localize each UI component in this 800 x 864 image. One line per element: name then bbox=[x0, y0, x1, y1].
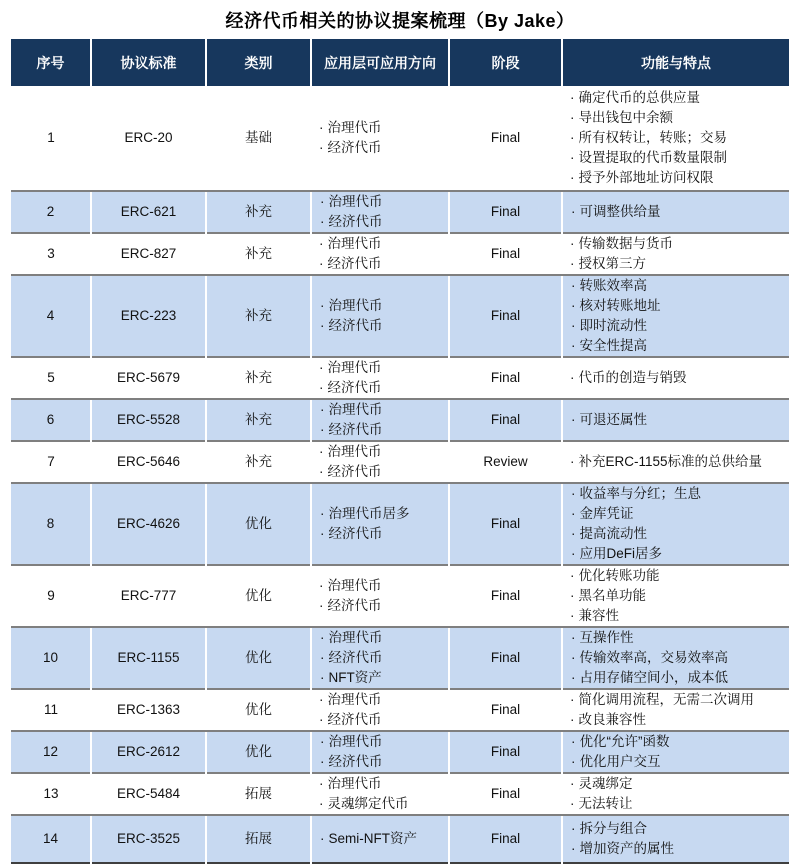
list-item bbox=[320, 420, 444, 440]
list-item-text: 治理代币 bbox=[327, 578, 382, 593]
list-item-text: 所有权转让，转账；交易 bbox=[578, 130, 727, 145]
list-item-text: 改良兼容性 bbox=[578, 712, 646, 727]
list-item-text: 互操作性 bbox=[579, 630, 634, 645]
protocol-standard-cell: ERC-827 bbox=[91, 233, 206, 275]
list-item-text: 经济代币 bbox=[328, 526, 383, 541]
list-item-text: 提高流动性 bbox=[579, 526, 647, 541]
row-number-cell: 9 bbox=[11, 565, 91, 627]
stage-cell: Final bbox=[449, 86, 562, 191]
bullet-dot: · bbox=[571, 734, 576, 749]
column-header: 阶段 bbox=[449, 39, 562, 86]
list-item bbox=[571, 524, 785, 544]
list-item-text: 简化调用流程，无需二次调用 bbox=[578, 692, 754, 707]
table-row bbox=[11, 441, 789, 483]
list-item bbox=[571, 628, 785, 648]
category-cell: 补充 bbox=[206, 399, 311, 441]
list-item-text: 经济代币 bbox=[327, 140, 382, 155]
features-cell bbox=[562, 399, 789, 441]
list-item-text: 传输数据与货币 bbox=[578, 236, 673, 251]
list-item bbox=[319, 462, 445, 482]
features-cell bbox=[562, 86, 789, 191]
application-direction-cell bbox=[311, 233, 449, 275]
bullet-dot: · bbox=[319, 444, 324, 459]
protocol-standard-cell: ERC-777 bbox=[91, 565, 206, 627]
bullet-dot: · bbox=[571, 670, 576, 685]
list-item bbox=[320, 648, 444, 668]
list-item bbox=[570, 234, 785, 254]
list-item-text: 治理代币居多 bbox=[328, 506, 410, 521]
list-item bbox=[570, 774, 785, 794]
category-cell: 优化 bbox=[206, 483, 311, 565]
bullet-dot: · bbox=[571, 412, 576, 427]
stage-cell: Final bbox=[449, 689, 562, 731]
category-cell: 补充 bbox=[206, 441, 311, 483]
bullet-dot: · bbox=[571, 298, 576, 313]
list-item bbox=[320, 628, 444, 648]
bullet-dot: · bbox=[320, 734, 325, 749]
list-item-text: 治理代币 bbox=[328, 402, 383, 417]
application-direction-cell bbox=[311, 191, 449, 233]
bullet-dot: · bbox=[570, 454, 575, 469]
list-item bbox=[320, 400, 444, 420]
application-direction-cell bbox=[311, 275, 449, 357]
row-number-cell: 5 bbox=[11, 357, 91, 399]
application-direction-cell bbox=[311, 565, 449, 627]
table-row bbox=[11, 399, 789, 441]
list-item-text: 优化用户交互 bbox=[579, 754, 661, 769]
table-row bbox=[11, 191, 789, 233]
list-item-text: 设置提取的代币数量限制 bbox=[578, 150, 727, 165]
list-item bbox=[319, 118, 445, 138]
list-item bbox=[570, 368, 785, 388]
protocol-standard-cell: ERC-621 bbox=[91, 191, 206, 233]
protocol-standard-cell: ERC-5484 bbox=[91, 773, 206, 815]
list-item bbox=[570, 710, 785, 730]
bullet-dot: · bbox=[571, 821, 576, 836]
category-cell: 优化 bbox=[206, 689, 311, 731]
bullet-dot: · bbox=[320, 298, 325, 313]
bullet-dot: · bbox=[319, 776, 324, 791]
category-cell: 拓展 bbox=[206, 815, 311, 863]
list-item-text: 治理代币 bbox=[327, 236, 382, 251]
list-item-text: 经济代币 bbox=[328, 754, 383, 769]
bullet-dot: · bbox=[319, 360, 324, 375]
bullet-dot: · bbox=[320, 194, 325, 209]
category-cell: 补充 bbox=[206, 275, 311, 357]
bullet-dot: · bbox=[319, 598, 324, 613]
list-item bbox=[571, 296, 785, 316]
list-item-text: 授予外部地址访问权限 bbox=[578, 170, 714, 185]
list-item-text: 治理代币 bbox=[327, 360, 382, 375]
row-number-cell: 6 bbox=[11, 399, 91, 441]
features-cell bbox=[562, 357, 789, 399]
list-item bbox=[571, 202, 785, 222]
bullet-dot: · bbox=[319, 120, 324, 135]
list-item bbox=[570, 452, 785, 472]
bullet-dot: · bbox=[320, 422, 325, 437]
list-item bbox=[570, 606, 785, 626]
list-item-text: 治理代币 bbox=[328, 298, 383, 313]
bullet-dot: · bbox=[319, 578, 324, 593]
features-cell bbox=[562, 689, 789, 731]
column-header: 序号 bbox=[11, 39, 91, 86]
row-number-cell: 3 bbox=[11, 233, 91, 275]
header-row bbox=[11, 39, 789, 86]
features-cell bbox=[562, 565, 789, 627]
bullet-dot: · bbox=[571, 278, 576, 293]
stage-cell: Final bbox=[449, 399, 562, 441]
list-item bbox=[320, 296, 444, 316]
list-item-text: 可退还属性 bbox=[579, 412, 647, 427]
bullet-dot: · bbox=[319, 692, 324, 707]
list-item bbox=[319, 774, 445, 794]
row-number-cell: 4 bbox=[11, 275, 91, 357]
list-item bbox=[319, 690, 445, 710]
list-item-text: 占用存储空间小，成本低 bbox=[579, 670, 728, 685]
bullet-dot: · bbox=[570, 130, 575, 145]
row-number-cell: 11 bbox=[11, 689, 91, 731]
bullet-dot: · bbox=[319, 464, 324, 479]
bullet-dot: · bbox=[319, 796, 324, 811]
list-item bbox=[571, 504, 785, 524]
row-number-cell: 12 bbox=[11, 731, 91, 773]
list-item-text: 安全性提高 bbox=[579, 338, 647, 353]
application-direction-cell bbox=[311, 441, 449, 483]
list-item bbox=[320, 668, 444, 688]
column-header: 功能与特点 bbox=[562, 39, 789, 86]
list-item-text: 拆分与组合 bbox=[579, 821, 647, 836]
list-item bbox=[320, 504, 444, 524]
features-cell bbox=[562, 233, 789, 275]
row-number-cell: 2 bbox=[11, 191, 91, 233]
list-item-text: 授权第三方 bbox=[578, 256, 646, 271]
list-item bbox=[320, 732, 444, 752]
list-item bbox=[319, 138, 445, 158]
bullet-dot: · bbox=[570, 370, 575, 385]
list-item-text: 治理代币 bbox=[328, 630, 383, 645]
application-direction-cell bbox=[311, 86, 449, 191]
list-item-text: 优化转账功能 bbox=[578, 568, 660, 583]
protocol-standard-cell: ERC-20 bbox=[91, 86, 206, 191]
list-item-text: 经济代币 bbox=[327, 380, 382, 395]
list-item-text: 无法转让 bbox=[578, 796, 633, 811]
bullet-dot: · bbox=[319, 712, 324, 727]
application-direction-cell bbox=[311, 731, 449, 773]
list-item-text: 经济代币 bbox=[327, 464, 382, 479]
application-direction-cell bbox=[311, 627, 449, 689]
bullet-dot: · bbox=[320, 402, 325, 417]
bullet-dot: · bbox=[570, 796, 575, 811]
bullet-dot: · bbox=[570, 776, 575, 791]
list-item-text: 治理代币 bbox=[327, 692, 382, 707]
protocol-proposal-table bbox=[11, 39, 789, 864]
list-item bbox=[571, 648, 785, 668]
list-item-text: 转账效率高 bbox=[579, 278, 647, 293]
list-item bbox=[571, 668, 785, 688]
bullet-dot: · bbox=[571, 754, 576, 769]
list-item-text: 经济代币 bbox=[328, 650, 383, 665]
column-header: 应用层可应用方向 bbox=[311, 39, 449, 86]
bullet-dot: · bbox=[571, 526, 576, 541]
list-item bbox=[320, 752, 444, 772]
protocol-standard-cell: ERC-1363 bbox=[91, 689, 206, 731]
features-cell bbox=[562, 773, 789, 815]
bullet-dot: · bbox=[570, 568, 575, 583]
protocol-standard-cell: ERC-5528 bbox=[91, 399, 206, 441]
stage-cell: Final bbox=[449, 275, 562, 357]
list-item-text: 金库凭证 bbox=[579, 506, 634, 521]
stage-cell: Final bbox=[449, 815, 562, 863]
bullet-dot: · bbox=[571, 506, 576, 521]
list-item bbox=[319, 442, 445, 462]
list-item-text: 经济代币 bbox=[327, 256, 382, 271]
bullet-dot: · bbox=[320, 526, 325, 541]
list-item-text: 可调整供给量 bbox=[579, 204, 661, 219]
list-item bbox=[570, 88, 785, 108]
list-item bbox=[570, 254, 785, 274]
table-row bbox=[11, 483, 789, 565]
stage-cell: Final bbox=[449, 627, 562, 689]
protocol-standard-cell: ERC-5679 bbox=[91, 357, 206, 399]
table-row bbox=[11, 731, 789, 773]
column-header: 类别 bbox=[206, 39, 311, 86]
stage-cell: Final bbox=[449, 565, 562, 627]
list-item-text: 黑名单功能 bbox=[578, 588, 646, 603]
stage-cell: Final bbox=[449, 731, 562, 773]
table-body bbox=[11, 86, 789, 863]
table-row bbox=[11, 773, 789, 815]
bullet-dot: · bbox=[571, 546, 576, 561]
list-item bbox=[570, 168, 785, 188]
table-row bbox=[11, 565, 789, 627]
application-direction-cell bbox=[311, 399, 449, 441]
bullet-dot: · bbox=[570, 90, 575, 105]
bullet-dot: · bbox=[320, 506, 325, 521]
list-item bbox=[571, 336, 785, 356]
bullet-dot: · bbox=[571, 486, 576, 501]
row-number-cell: 7 bbox=[11, 441, 91, 483]
list-item-text: Semi-NFT资产 bbox=[328, 831, 417, 846]
list-item-text: 经济代币 bbox=[328, 214, 383, 229]
stage-cell: Final bbox=[449, 357, 562, 399]
features-cell bbox=[562, 441, 789, 483]
row-number-cell: 1 bbox=[11, 86, 91, 191]
list-item bbox=[570, 586, 785, 606]
list-item-text: 确定代币的总供应量 bbox=[578, 90, 700, 105]
application-direction-cell bbox=[311, 357, 449, 399]
list-item bbox=[570, 566, 785, 586]
application-direction-cell bbox=[311, 689, 449, 731]
features-cell bbox=[562, 483, 789, 565]
list-item bbox=[571, 544, 785, 564]
features-cell bbox=[562, 731, 789, 773]
stage-cell: Final bbox=[449, 483, 562, 565]
list-item bbox=[319, 358, 445, 378]
bullet-dot: · bbox=[320, 831, 325, 846]
category-cell: 基础 bbox=[206, 86, 311, 191]
bullet-dot: · bbox=[570, 692, 575, 707]
features-cell bbox=[562, 275, 789, 357]
stage-cell: Final bbox=[449, 233, 562, 275]
list-item-text: 补充ERC-1155标准的总供给量 bbox=[578, 454, 763, 469]
list-item-text: NFT资产 bbox=[328, 670, 382, 685]
list-item bbox=[320, 316, 444, 336]
list-item bbox=[319, 596, 445, 616]
bullet-dot: · bbox=[571, 841, 576, 856]
list-item bbox=[319, 378, 445, 398]
stage-cell: Final bbox=[449, 191, 562, 233]
bullet-dot: · bbox=[319, 256, 324, 271]
list-item bbox=[320, 829, 444, 849]
table-header bbox=[11, 39, 789, 86]
bullet-dot: · bbox=[570, 170, 575, 185]
row-number-cell: 10 bbox=[11, 627, 91, 689]
category-cell: 拓展 bbox=[206, 773, 311, 815]
category-cell: 补充 bbox=[206, 233, 311, 275]
features-cell bbox=[562, 627, 789, 689]
bullet-dot: · bbox=[570, 110, 575, 125]
bullet-dot: · bbox=[570, 588, 575, 603]
table-container bbox=[11, 39, 789, 864]
list-item bbox=[320, 524, 444, 544]
list-item-text: 即时流动性 bbox=[579, 318, 647, 333]
bullet-dot: · bbox=[571, 204, 576, 219]
bullet-dot: · bbox=[571, 630, 576, 645]
column-header: 协议标准 bbox=[91, 39, 206, 86]
page-title: 经济代币相关的协议提案梳理（By Jake） bbox=[225, 11, 575, 31]
list-item-text: 灵魂绑定代币 bbox=[327, 796, 409, 811]
bullet-dot: · bbox=[570, 236, 575, 251]
bullet-dot: · bbox=[571, 338, 576, 353]
list-item bbox=[319, 254, 445, 274]
list-item-text: 导出钱包中余额 bbox=[578, 110, 673, 125]
bullet-dot: · bbox=[571, 650, 576, 665]
list-item bbox=[320, 192, 444, 212]
bullet-dot: · bbox=[570, 150, 575, 165]
table-row bbox=[11, 689, 789, 731]
list-item-text: 经济代币 bbox=[327, 712, 382, 727]
list-item bbox=[570, 148, 785, 168]
list-item-text: 经济代币 bbox=[328, 318, 383, 333]
list-item-text: 治理代币 bbox=[327, 776, 382, 791]
list-item-text: 灵魂绑定 bbox=[578, 776, 633, 791]
list-item bbox=[571, 276, 785, 296]
list-item bbox=[571, 819, 785, 839]
list-item bbox=[571, 316, 785, 336]
list-item bbox=[320, 212, 444, 232]
list-item bbox=[319, 710, 445, 730]
list-item bbox=[570, 794, 785, 814]
bullet-dot: · bbox=[319, 140, 324, 155]
table-row bbox=[11, 357, 789, 399]
bullet-dot: · bbox=[319, 380, 324, 395]
bullet-dot: · bbox=[319, 236, 324, 251]
row-number-cell: 8 bbox=[11, 483, 91, 565]
bullet-dot: · bbox=[571, 318, 576, 333]
table-row bbox=[11, 627, 789, 689]
application-direction-cell bbox=[311, 773, 449, 815]
bullet-dot: · bbox=[320, 630, 325, 645]
list-item bbox=[319, 576, 445, 596]
stage-cell: Review bbox=[449, 441, 562, 483]
table-row bbox=[11, 233, 789, 275]
list-item-text: 治理代币 bbox=[327, 120, 382, 135]
category-cell: 优化 bbox=[206, 731, 311, 773]
list-item bbox=[570, 690, 785, 710]
stage-cell: Final bbox=[449, 773, 562, 815]
bullet-dot: · bbox=[320, 754, 325, 769]
list-item bbox=[571, 839, 785, 859]
category-cell: 补充 bbox=[206, 357, 311, 399]
list-item-text: 经济代币 bbox=[328, 422, 383, 437]
bullet-dot: · bbox=[320, 318, 325, 333]
bullet-dot: · bbox=[320, 214, 325, 229]
list-item-text: 代币的创造与销毁 bbox=[578, 370, 687, 385]
list-item-text: 治理代币 bbox=[328, 194, 383, 209]
list-item-text: 治理代币 bbox=[328, 734, 383, 749]
table-row bbox=[11, 86, 789, 191]
list-item bbox=[570, 128, 785, 148]
list-item bbox=[571, 732, 785, 752]
list-item bbox=[319, 794, 445, 814]
table-row bbox=[11, 275, 789, 357]
list-item-text: 收益率与分红；生息 bbox=[579, 486, 701, 501]
list-item bbox=[570, 108, 785, 128]
list-item-text: 治理代币 bbox=[327, 444, 382, 459]
list-item-text: 应用DeFi居多 bbox=[579, 546, 663, 561]
category-cell: 优化 bbox=[206, 565, 311, 627]
list-item-text: 兼容性 bbox=[578, 608, 619, 623]
bullet-dot: · bbox=[320, 670, 325, 685]
list-item-text: 优化“允许”函数 bbox=[579, 734, 670, 749]
list-item bbox=[571, 752, 785, 772]
protocol-standard-cell: ERC-223 bbox=[91, 275, 206, 357]
row-number-cell: 14 bbox=[11, 815, 91, 863]
list-item-text: 传输效率高，交易效率高 bbox=[579, 650, 728, 665]
features-cell bbox=[562, 191, 789, 233]
bullet-dot: · bbox=[570, 256, 575, 271]
protocol-standard-cell: ERC-5646 bbox=[91, 441, 206, 483]
list-item bbox=[571, 484, 785, 504]
category-cell: 优化 bbox=[206, 627, 311, 689]
bullet-dot: · bbox=[570, 608, 575, 623]
application-direction-cell bbox=[311, 483, 449, 565]
protocol-standard-cell: ERC-3525 bbox=[91, 815, 206, 863]
list-item-text: 核对转账地址 bbox=[579, 298, 661, 313]
list-item bbox=[319, 234, 445, 254]
category-cell: 补充 bbox=[206, 191, 311, 233]
protocol-standard-cell: ERC-4626 bbox=[91, 483, 206, 565]
protocol-standard-cell: ERC-1155 bbox=[91, 627, 206, 689]
bullet-dot: · bbox=[570, 712, 575, 727]
list-item bbox=[571, 410, 785, 430]
protocol-standard-cell: ERC-2612 bbox=[91, 731, 206, 773]
list-item-text: 经济代币 bbox=[327, 598, 382, 613]
list-item-text: 增加资产的属性 bbox=[579, 841, 674, 856]
bullet-dot: · bbox=[320, 650, 325, 665]
row-number-cell: 13 bbox=[11, 773, 91, 815]
